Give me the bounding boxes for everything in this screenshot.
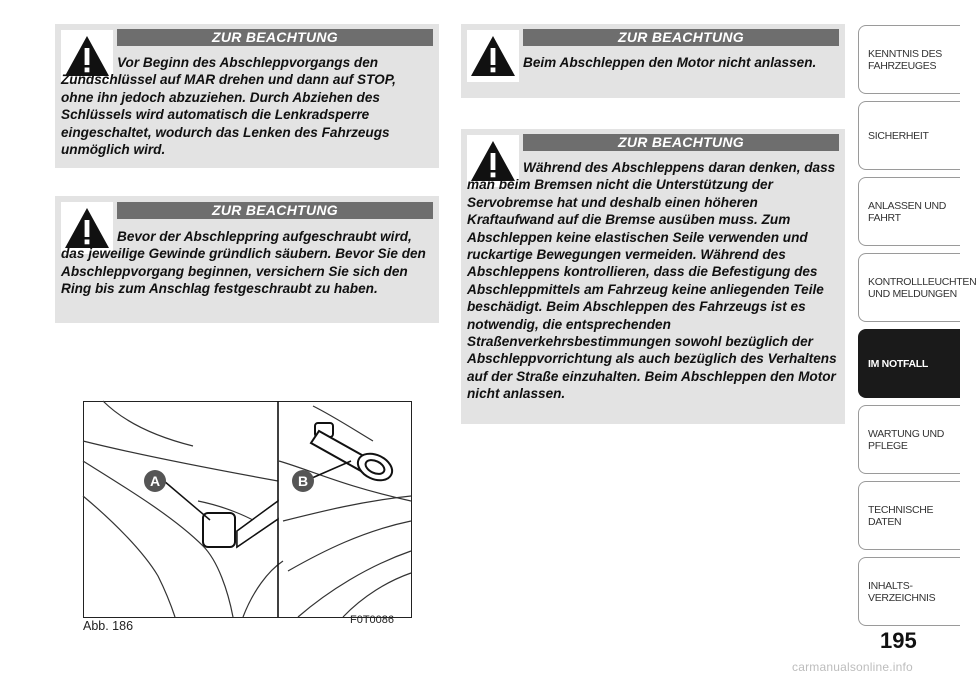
figure-caption: Abb. 186	[83, 619, 134, 633]
tab-kontrollleuchten[interactable]: KONTROLLLEUCHTEN UND MELDUNGEN	[858, 253, 960, 322]
warning-header: ZUR BEACHTUNG	[523, 29, 839, 46]
warning-box-1	[55, 24, 439, 168]
warning-text: Bevor der Abschleppring aufgeschraubt wird, das jeweilige Gewinde gründlich säubern. Bevor Sie den Abschleppvorgang beginnen, versichern Sie sich den Ring bis zum Anschlag festgeschraubt zu haben.	[61, 229, 426, 297]
tab-kenntnis-des-fahrzeuges[interactable]: KENNTNIS DES FAHRZEUGES	[858, 25, 960, 94]
label-b: B	[297, 473, 309, 489]
warning-box-4	[461, 129, 845, 424]
watermark: carmanualsonline.info	[792, 660, 913, 674]
tab-sicherheit[interactable]: SICHERHEIT	[858, 101, 960, 170]
warning-text: Während des Abschleppens daran denken, dass man beim Bremsen nicht die Unterstützung der Servobremse hat und deshalb einen höheren Kraftaufwand auf die Bremse ausüben muss. Zum Abschleppen keine elastischen Seile verwenden und ruckartige Bewegungen vermeiden. Während des Abschleppens kontrollieren, dass die Befestigung des Abschleppmittels am Fahrzeug keine anliegenden Teile beschädigt. Beim Abschleppen des Fahrzeugs ist es notwendig, die entsprechenden Straßenverkehrsbestimmungen sowohl bezüglich der Abschleppvorrichtung als auch bezüglich des Verhaltens auf der Straße einzuhalten. Beim Abschleppen den Motor nicht anlassen.	[467, 160, 837, 402]
label-a: A	[149, 473, 161, 489]
tab-technische-daten[interactable]: TECHNISCHE DATEN	[858, 481, 960, 550]
page-number: 195	[880, 628, 917, 653]
tab-anlassen-und-fahrt[interactable]: ANLASSEN UND FAHRT	[858, 177, 960, 246]
tab-inhaltsverzeichnis[interactable]: INHALTS- VERZEICHNIS	[858, 557, 960, 626]
warning-header: ZUR BEACHTUNG	[523, 134, 839, 151]
warning-box-2	[55, 196, 439, 323]
tab-im-notfall[interactable]: IM NOTFALL	[858, 329, 960, 398]
warning-header: ZUR BEACHTUNG	[117, 29, 433, 46]
figure-code: F0T0086	[350, 614, 395, 626]
warning-text: Beim Abschleppen den Motor nicht anlassen.	[523, 55, 817, 70]
warning-triangle-icon	[467, 30, 519, 82]
warning-text: Vor Beginn des Abschleppvorgangs den Zündschlüssel auf MAR drehen und dann auf STOP, ohne ihn jedoch abzuziehen. Durch Abziehen des Schlüssels wird automatisch die Lenkradsperre eingeschaltet, wodurch das Lenken des Fahrzeugs unmöglich wird.	[61, 55, 396, 158]
tab-wartung-und-pflege[interactable]: WARTUNG UND PFLEGE	[858, 405, 960, 474]
warning-header: ZUR BEACHTUNG	[117, 202, 433, 219]
warning-box-3	[461, 24, 845, 98]
towing-eye-illustration	[83, 401, 412, 618]
